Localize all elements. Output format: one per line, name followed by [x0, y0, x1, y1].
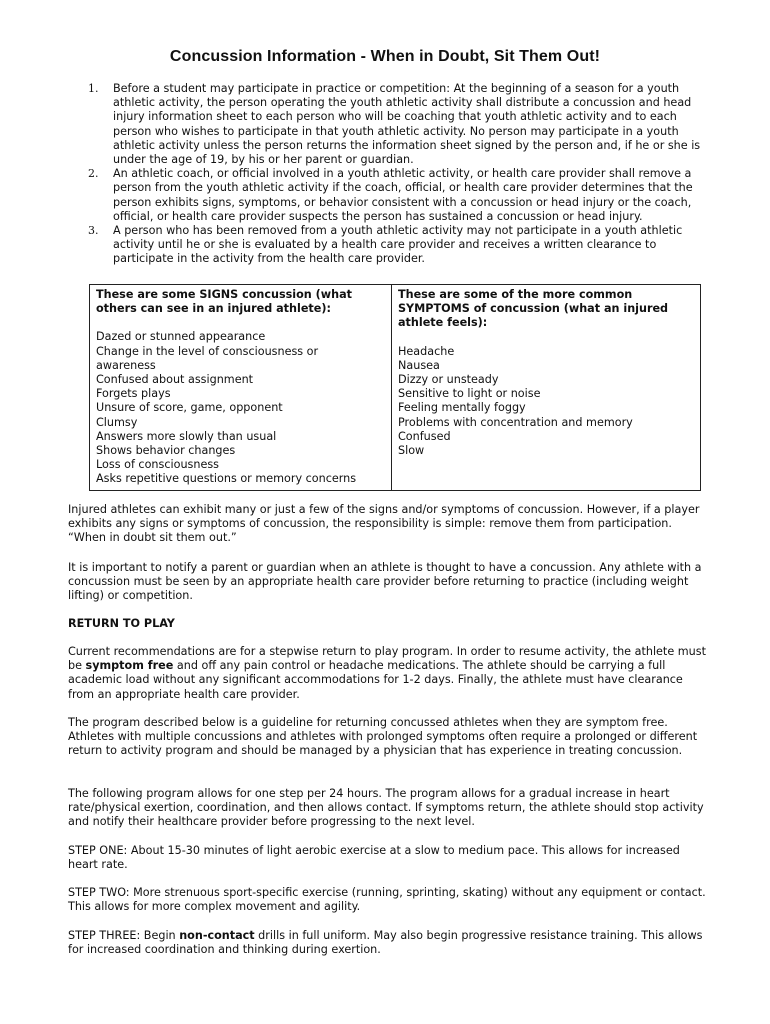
paragraph-text: The program described below is a guideline for returning concussed athletes when they are symptom free. Athletes with multiple concussions and athletes with prolonged symptoms often require a prolonged or different return to activity program and should be managed by a physician that has experience in treating concussion.	[68, 716, 698, 758]
paragraph-text: The following program allows for one step per 24 hours. The program allows for a gradual increase in heart rate/physical exertion, coordination, and then allows contact. If symptoms return, the athlete should stop activity and notify their healthcare provider before progressing to the next level.	[68, 787, 704, 829]
paragraph-text: STEP ONE: About 15-30 minutes of light aerobic exercise at a slow to medium pace. This allows for increased heart rate.	[68, 844, 680, 872]
symptom-item: Slow	[398, 444, 425, 458]
list-number: 2.	[88, 167, 99, 181]
bold-text: non-contact	[179, 929, 255, 942]
paragraph-injured	[68, 503, 708, 546]
list-item	[88, 167, 708, 224]
sign-item: Dazed or stunned appearance	[96, 330, 266, 344]
paragraph-current	[68, 645, 708, 702]
signs-list	[96, 330, 386, 486]
symptom-item: Sensitive to light or noise	[398, 387, 541, 401]
step-two	[68, 886, 708, 914]
symptom-item: Problems with concentration and memory	[398, 415, 633, 429]
list-number: 3.	[88, 224, 99, 238]
sign-item: Forgets plays	[96, 387, 171, 401]
text-run: drills in full uniform. May also begin progressive resistance training. This allows for increased coordination and thinking during exertion.	[68, 929, 703, 957]
paragraph-text	[68, 929, 708, 957]
bold-text: symptom free	[85, 659, 174, 673]
symptom-item: Headache	[398, 344, 455, 358]
requirements-list	[88, 82, 708, 267]
signs-cell	[90, 285, 392, 491]
paragraph-text: It is important to notify a parent or guardian when an athlete is thought to have a concussion. Any athlete with a concussion must be seen by an appropriate health care provider before returning to practice (including weight lifting) or competition.	[68, 561, 702, 603]
list-number: 1.	[88, 82, 99, 95]
sign-item: Answers more slowly than usual	[96, 429, 277, 443]
symptom-item: Nausea	[398, 358, 440, 372]
list-text: A person who has been removed from a youth athletic activity may not participate in a youth athletic activity until he or she is evaluated by a health care provider and receives a written clearance to participate in the activity from the health care provider.	[113, 224, 683, 266]
paragraph-notify	[68, 561, 708, 604]
paragraph-following	[68, 787, 708, 830]
sign-item: Asks repetitive questions or memory concerns	[96, 472, 357, 486]
list-item	[88, 82, 708, 167]
return-to-play-heading: RETURN TO PLAY	[68, 617, 175, 630]
list-text: Before a student may participate in practice or competition: At the beginning of a season for a youth athletic activity, the person operating the youth athletic activity shall distribute a concussion and head injury information sheet to each person who will be coaching that youth athletic activity and to each person who wishes to participate in that youth athletic activity. No person may participate in a youth athletic activity unless the person returns the information sheet signed by the person and, if he or she is under the age of 19, by his or her parent or guardian.	[113, 82, 701, 167]
paragraph-text	[68, 645, 708, 702]
sign-item: Confused about assignment	[96, 373, 254, 387]
signs-symptoms-table	[89, 284, 701, 491]
text-run: STEP THREE: Begin	[68, 929, 180, 942]
step-three	[68, 929, 708, 957]
sign-item: Change in the level of consciousness or	[96, 344, 319, 358]
paragraph-text: STEP TWO: More strenuous sport-specific exercise (running, sprinting, skating) without any equipment or contact. This allows for more complex movement and agility.	[68, 886, 706, 914]
sign-item: Clumsy	[96, 415, 138, 429]
symptom-item: Feeling mentally foggy	[398, 401, 526, 415]
symptoms-header: These are some of the more common SYMPTOMS of concussion (what an injured athlete feels):	[398, 288, 669, 330]
sign-item: awareness	[96, 358, 156, 372]
symptoms-cell	[392, 285, 701, 491]
text-run: Current recommendations are for a stepwise return to play program. In order to resume activity, the athlete must be	[68, 645, 706, 673]
page-title: Concussion Information - When in Doubt, Sit Them Out!	[169, 48, 601, 65]
symptom-item: Confused	[398, 429, 451, 443]
sign-item: Loss of consciousness	[96, 458, 220, 472]
paragraph-program	[68, 716, 708, 759]
paragraph-text: Injured athletes can exhibit many or just a few of the signs and/or symptoms of concussion. However, if a player exhibits any signs or symptoms of concussion, the responsibility is simple: remove them from participation. “When in doubt sit them out.”	[68, 503, 700, 545]
text-run: and off any pain control or headache medications. The athlete should be carrying a full academic load without any significant accommodations for 1-2 days. Finally, the athlete must have clearance from an appropriate health care provider.	[68, 659, 683, 701]
sign-item: Unsure of score, game, opponent	[96, 401, 283, 415]
symptom-item: Dizzy or unsteady	[398, 373, 499, 387]
step-one	[68, 844, 708, 872]
list-item	[88, 224, 708, 267]
signs-header: These are some SIGNS concussion (what others can see in an injured athlete):	[96, 288, 352, 316]
sign-item: Shows behavior changes	[96, 444, 236, 458]
list-text: An athletic coach, or official involved in a youth athletic activity, or health care provider shall remove a person from the youth athletic activity if the coach, official, or health care provider determines that the person exhibits signs, symptoms, or behavior consistent with a concussion or head injury or the coach, official, or health care provider suspects the person has sustained a concussion or head injury.	[113, 167, 693, 223]
symptoms-list	[398, 345, 695, 459]
